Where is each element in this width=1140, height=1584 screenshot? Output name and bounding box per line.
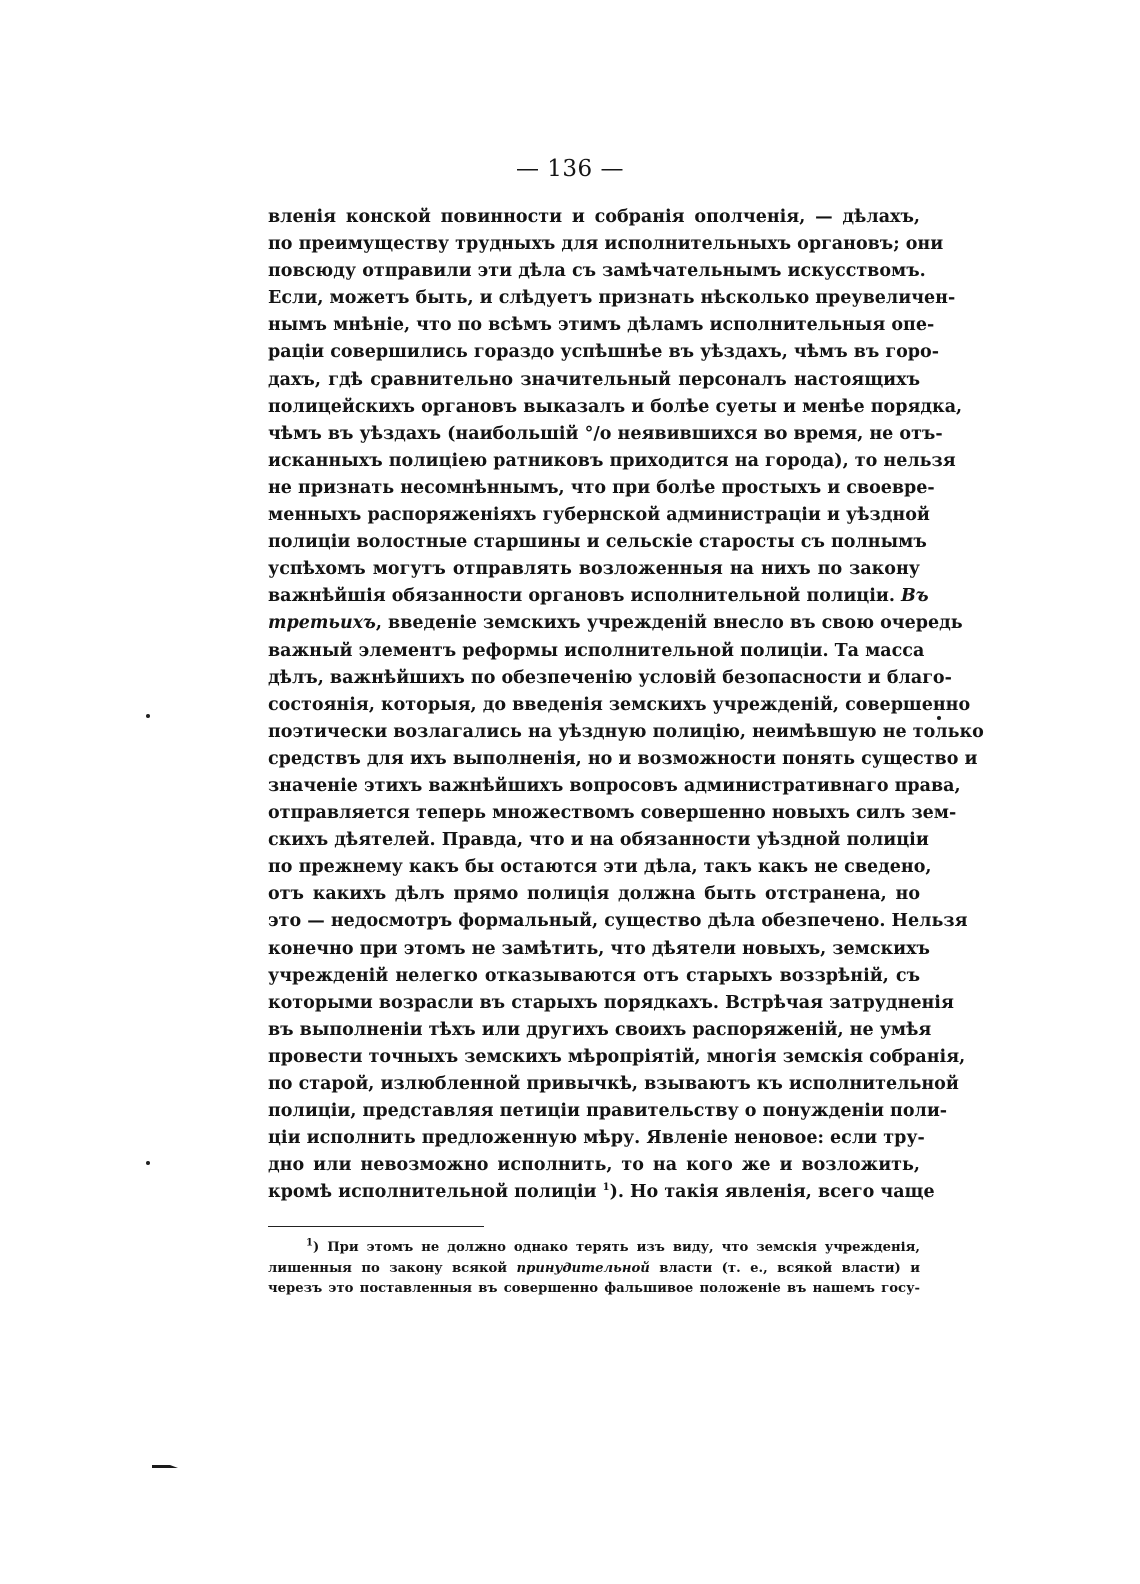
text-line [268,258,926,285]
text-segment: отправляется теперь множествомъ совершенно новыхъ силъ зем- [268,803,957,824]
text-segment: успѣхомъ могутъ отправлять возложенныя на нихъ по закону [268,559,920,580]
stray-dot-left-upper [146,714,150,718]
text-segment: не признать несомнѣннымъ, что при болѣе простыхъ и своевре- [268,477,935,498]
italic-text: Въ [901,586,929,607]
text-segment: кромѣ исполнительной полиціи [268,1182,603,1203]
text-segment: власти (т. е., всякой власти) и [649,1260,921,1276]
text-line [268,421,943,448]
text-segment: по старой, излюбленной привычкѣ, взываютъ къ исполнительной [268,1074,959,1094]
text-line [268,502,930,529]
text-line [268,529,927,556]
footnote-line [268,1279,920,1300]
body-text [268,204,984,1206]
text-segment: менныхъ распоряженіяхъ губернской администраціи и уѣздной [268,505,930,526]
text-segment: черезъ это поставленныя въ совершенно фальшивое положеніе въ нашемъ госу- [268,1281,920,1296]
italic-text: принудительной [516,1260,650,1276]
footnote-line [268,1238,920,1259]
text-line [268,231,944,258]
text-line [268,881,920,908]
text-segment: , введеніе земскихъ учрежденій внесло въ свою очередь [375,613,963,634]
text-segment: важнѣйшія обязанности органовъ исполнительной полиціи. [268,586,902,607]
text-line [268,1098,948,1125]
text-segment: повсюду отправили эти дѣла съ замѣчательнымъ искусствомъ. [268,261,926,282]
text-line [268,610,963,637]
text-line [268,854,932,881]
text-line [268,285,956,312]
text-line [268,583,929,610]
text-line [268,448,956,475]
text-line [268,1125,925,1152]
text-line [268,827,929,854]
text-segment: ціи исполнить предложенную мѣру. Явленіе неновое: если тру- [268,1128,925,1149]
text-line [268,800,957,827]
text-segment: средствъ для ихъ выполненія, но и возможности понять существо и [268,748,978,769]
text-segment: полиціи волостные старшины и сельскіе старосты съ полнымъ [268,532,927,553]
text-segment: чѣмъ въ уѣздахъ (наибольшій °/о неявившихся во время, не отъ- [268,423,943,444]
text-line [268,1044,966,1071]
text-segment: ) При этомъ не должно однако терять изъ виду, что земскія учрежденія, [312,1240,920,1255]
footnotes [268,1238,920,1300]
text-segment: по прежнему какъ бы остаются эти дѣла, такъ какъ не сведено, [268,857,932,878]
text-segment: состоянія, которыя, до введенія земскихъ учрежденій, совершенно [268,694,971,715]
text-line [268,1017,932,1044]
text-segment: провести точныхъ земскихъ мѣропріятій, многія земскія собранія, [268,1046,966,1067]
text-segment: въ выполненіи тѣхъ или другихъ своихъ распоряженій, не умѣя [268,1019,932,1040]
text-segment: раціи совершились гораздо успѣшнѣе въ уѣздахъ, чѣмъ въ горо- [268,342,939,363]
text-line [268,963,920,990]
text-line [268,367,920,394]
text-line [268,339,939,366]
text-line [268,1071,959,1098]
text-line [268,638,925,665]
page-number: — 136 — [515,156,625,182]
text-segment: значеніе этихъ важнѣйшихъ вопросовъ административнаго права, [268,775,961,796]
italic-text: третьихъ [268,613,376,634]
text-line [268,556,920,583]
text-line [268,746,978,773]
text-line [268,394,963,421]
text-segment: отъ какихъ дѣлъ прямо полиція должна быть отстранена, но [268,884,920,905]
text-segment: дахъ, гдѣ сравнительно значительный персоналъ настоящихъ [268,369,920,390]
text-line [268,908,968,935]
text-segment: лишенныя по закону всякой [268,1260,517,1276]
text-segment: исканныхъ полиціею ратниковъ приходится на города), то нельзя [268,450,956,471]
text-line [268,773,961,800]
text-segment: дѣлъ, важнѣйшихъ по обезпеченію условій безопасности и благо- [268,667,952,688]
margin-mark-icon [152,1463,178,1469]
footnote-marker: 1 [306,1237,313,1249]
text-line [268,1152,920,1179]
text-segment: конечно при этомъ не замѣтить, что дѣятели новыхъ, земскихъ [268,938,930,959]
text-segment: вленія конской повинности и собранія ополченія, — дѣлахъ, [268,207,920,227]
text-segment: поэтически возлагались на уѣздную полицію, неимѣвшую не только [268,721,984,742]
text-segment: это — недосмотръ формальный, существо дѣла обезпечено. Нельзя [268,911,968,932]
text-segment: Если, можетъ быть, и слѣдуетъ признать нѣсколько преувеличен- [268,288,956,309]
text-segment: ). Но такія явленія, всего чаще [609,1182,935,1203]
text-line [268,312,935,339]
text-segment: дно или невозможно исполнить, то на кого же и возложить, [268,1155,920,1176]
text-line [268,1179,935,1206]
text-line [268,990,954,1017]
footnote-divider [268,1226,484,1227]
text-segment: полиціи, представляя петиціи правительству о понужденіи поли- [268,1101,948,1122]
text-segment: скихъ дѣятелей. Правда, что и на обязанности уѣздной полиціи [268,830,929,851]
text-line [268,475,935,502]
text-segment: учрежденій нелегко отказываются отъ старыхъ воззрѣній, съ [268,965,920,986]
text-line [268,665,952,692]
footnote-marker: 1 [602,1182,610,1194]
text-segment: нымъ мнѣніе, что по всѣмъ этимъ дѣламъ исполнительныя опе- [268,315,935,336]
text-line [268,719,984,746]
text-line [268,936,930,963]
text-segment: по преимуществу трудныхъ для исполнительныхъ органовъ; они [268,234,944,255]
text-segment: полицейскихъ органовъ выказалъ и болѣе суеты и менѣе порядка, [268,396,963,417]
text-segment: важный элементъ реформы исполнительной полиціи. Та масса [268,640,925,661]
footnote-line [268,1259,920,1280]
text-line [268,692,971,719]
stray-dot-right [937,716,941,720]
text-line [268,204,920,231]
stray-dot-left-lower [146,1161,150,1165]
text-segment: которыми возрасли въ старыхъ порядкахъ. Встрѣчая затрудненія [268,992,954,1013]
